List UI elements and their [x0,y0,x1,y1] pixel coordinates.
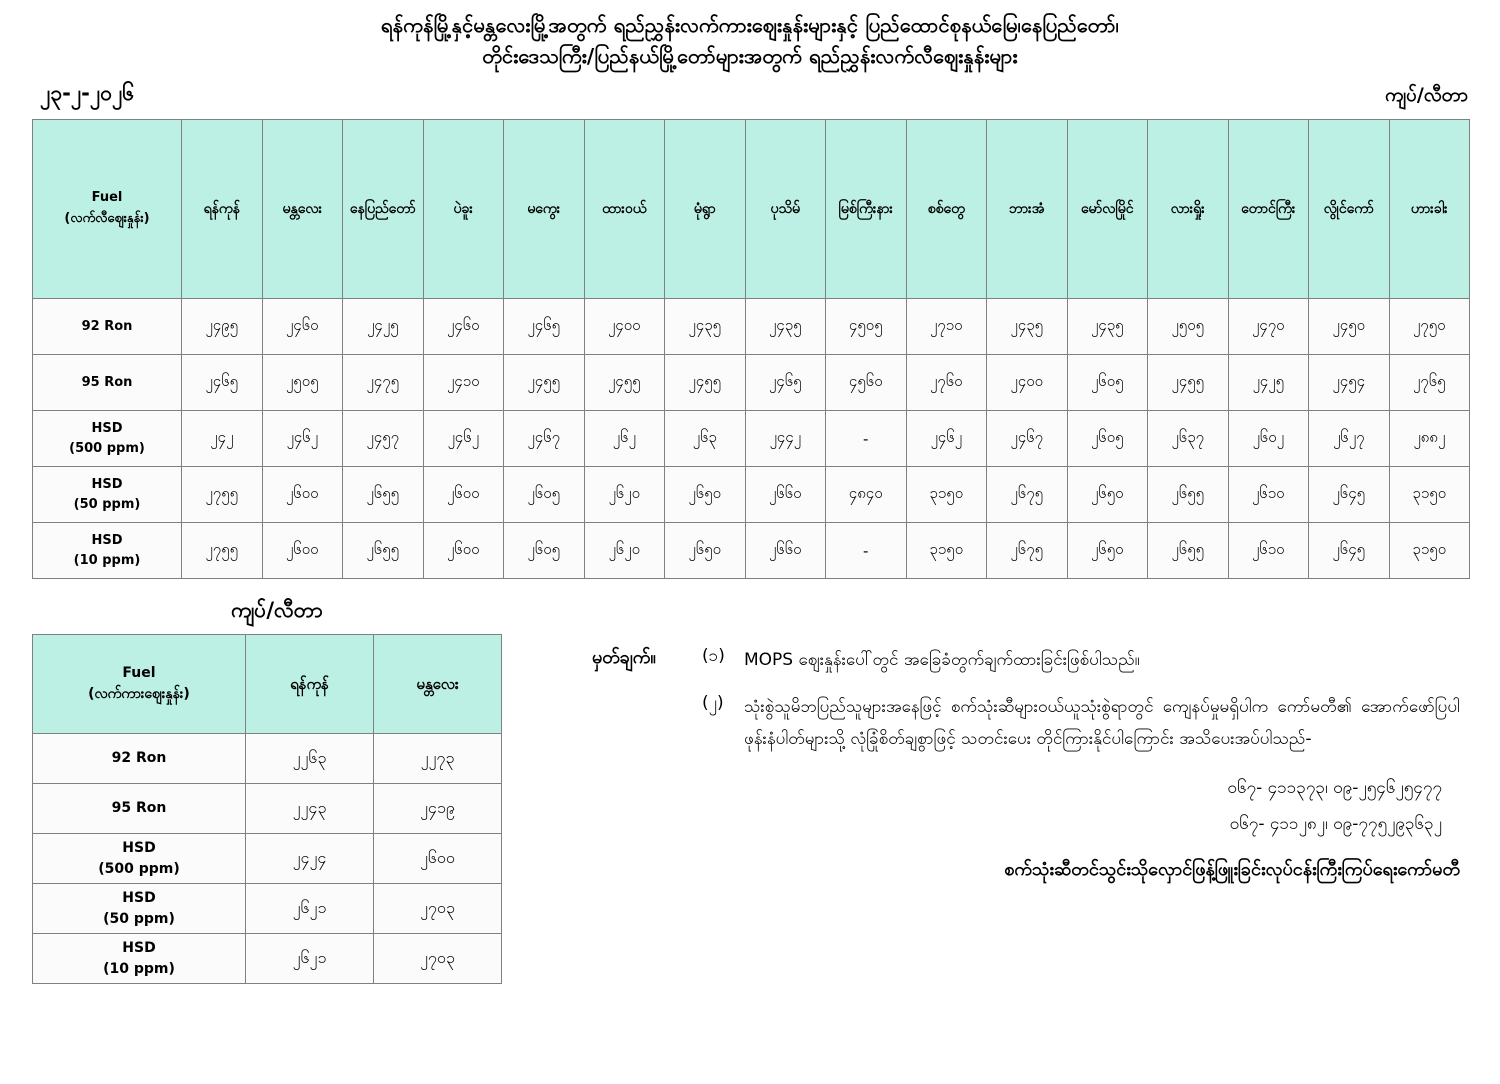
price-cell: ၂၆၆၀ [745,467,826,523]
table-row [33,934,502,984]
price-cell: ၂၆၅၅ [1148,523,1229,579]
price-cell: ၂၅၀၅ [262,355,343,411]
table-row [33,784,502,834]
note-item [592,692,1470,755]
price-cell: ၂၄၀၀ [584,299,665,355]
price-cell: ၂၇၀၃ [374,884,502,934]
column-header-city: လားရှိုး [1148,120,1229,299]
price-cell: ၂၆၁၀ [1228,467,1309,523]
price-cell: ၂၇၀၃ [374,934,502,984]
price-cell: ၂၇၁၀ [906,299,987,355]
row-label-fuel [33,467,182,523]
price-cell: ၂၄၇၀ [1228,299,1309,355]
row-label-line-2: (50 ppm) [103,910,175,927]
price-cell: ၂၄၂၄ [246,834,374,884]
column-header-city: ရန်ကုန် [182,120,263,299]
row-label-fuel [33,784,246,834]
price-cell: ၂၄၆၂ [906,411,987,467]
row-label-fuel [33,934,246,984]
price-cell: ၂၄၁၀ [423,355,504,411]
price-cell: ၂၂၇၃ [374,734,502,784]
price-cell: ၂၆၇၅ [987,523,1068,579]
table-row [33,884,502,934]
price-cell: ၂၄၆၇ [504,411,585,467]
table-row [33,299,1470,355]
price-cell: ၂၄၇၅ [343,355,424,411]
price-cell: ၂၄၅၅ [1148,355,1229,411]
wholesale-price-table [32,634,502,984]
price-cell: ၂၆၂၀ [584,467,665,523]
column-header-city: နေပြည်တော် [343,120,424,299]
row-label-fuel [33,884,246,934]
unit-label-wholesale: ကျပ်/လီတာ [231,598,323,622]
price-cell: ၂၄၂ [182,411,263,467]
price-cell: ၄၅၀၅ [826,299,907,355]
row-label-line-1: 92 Ron [81,318,133,334]
column-header-city: ဟားခါး [1389,120,1470,299]
fuel-header-line-1: Fuel [91,190,123,206]
row-label-line-1: 95 Ron [111,800,167,817]
price-cell: ၂၄၁၉ [374,784,502,834]
table-row [33,834,502,884]
price-cell: ၂၆၅၀ [1067,523,1148,579]
row-label-line-1: HSD [91,421,123,436]
price-cell: ၂၆၀၀ [374,834,502,884]
price-cell: ၂၇၆၀ [906,355,987,411]
price-cell: ၂၇၅၅ [182,467,263,523]
row-label-line-1: HSD [122,840,156,857]
column-header-city: မော်လမြိုင် [1067,120,1148,299]
row-label-fuel [33,734,246,784]
column-header-city: မန္တလေး [374,635,502,734]
price-cell: ၂၆၁၀ [1228,523,1309,579]
note-item [592,645,1470,676]
phone-line: ၀၆၇- ၄၁၁၃၇၃၊ ၀၉-၂၅၄၆၂၅၄၇၇ [1227,778,1442,799]
price-cell: - [826,523,907,579]
price-cell: ၂၄၃၅ [987,299,1068,355]
price-cell: ၂၆၅၅ [1148,467,1229,523]
price-cell: ၂၆၀၅ [504,523,585,579]
column-header-fuel-wholesale [33,635,246,734]
price-cell: ၂၇၆၅ [1389,355,1470,411]
price-cell: ၂၄၆၂ [423,411,504,467]
price-cell: ၂၆၀၂ [1228,411,1309,467]
column-header-city: မန္တလေး [262,120,343,299]
column-header-city: ပုသိမ် [745,120,826,299]
column-header-city: မကွေး [504,120,585,299]
row-label-line-2: (50 ppm) [73,496,141,512]
column-header-city: မုံရွာ [665,120,746,299]
report-date: ၂၃-၂-၂၀၂၆ [40,81,135,105]
retail-price-table-head [33,120,1470,299]
price-cell: ၂၆၂၁ [246,884,374,934]
row-label-line-2: (500 ppm) [69,440,145,456]
column-header-city: ထားဝယ် [584,120,665,299]
row-label-line-2: (500 ppm) [98,860,180,877]
row-label-fuel [33,411,182,467]
price-cell: ၂၄၆၅ [182,355,263,411]
column-header-city: ပဲခူး [423,120,504,299]
row-label-fuel [33,355,182,411]
row-label-line-1: HSD [122,890,156,907]
price-cell: ၂၆၀၀ [262,523,343,579]
price-cell: ၂၄၃၅ [665,299,746,355]
price-cell: ၂၄၆၅ [745,355,826,411]
column-header-city: စစ်တွေ [906,120,987,299]
contact-phones [592,771,1470,842]
column-header-fuel [33,120,182,299]
price-cell: ၂၆၂ [584,411,665,467]
price-cell: ၂၄၅၀ [1309,299,1390,355]
row-label-fuel [33,299,182,355]
row-label-line-1: HSD [91,533,123,548]
note-number: (၂) [702,693,724,714]
price-cell: ၂၆၅၅ [343,523,424,579]
price-cell: ၂၆၂၁ [246,934,374,984]
table-header-row [33,635,502,734]
price-cell: ၄၈၄၀ [826,467,907,523]
price-cell: ၂၄၅၅ [504,355,585,411]
price-cell: ၂၆၅၀ [1067,467,1148,523]
unit-label-main: ကျပ်/လီတာ [1385,84,1468,106]
price-cell: ၃၁၅၀ [1389,523,1470,579]
price-cell: ၂၄၅၅ [665,355,746,411]
price-cell: ၃၁၅၀ [906,523,987,579]
price-cell: ၂၆၅၅ [343,467,424,523]
price-cell: ၄၅၆၀ [826,355,907,411]
price-cell: ၂၄၉၅ [182,299,263,355]
document-title-block [0,0,1500,72]
price-cell: ၂၄၃၅ [1067,299,1148,355]
price-cell: ၂၆၃ [665,411,746,467]
column-header-city: တောင်ကြီး [1228,120,1309,299]
page-title-line-2: တိုင်းဒေသကြီး/ပြည်နယ်မြို့တော်များအတွက် ရည်ညွှန်းလက်လီဈေးနှုန်းများ [482,44,1018,68]
table-row [33,411,1470,467]
price-cell: ၃၁၅၀ [906,467,987,523]
price-cell: ၂၆၀၀ [423,523,504,579]
price-cell: ၂၆၂၀ [584,523,665,579]
price-cell: ၂၅၀၅ [1148,299,1229,355]
row-label-fuel [33,834,246,884]
notes-section [512,597,1470,984]
page-title-line-1: ရန်ကုန်မြို့နှင့်မန္တလေးမြို့အတွက် ရည်ညွှန်းလက်ကားဈေးနှုန်းများနှင့် ပြည်ထောင်စုနယ်မြေ၊နေပြည်တော်၊ [380,13,1120,37]
price-cell: ၂၇၅၅ [182,523,263,579]
price-cell: ၂၄၃၅ [745,299,826,355]
lower-section [0,579,1500,984]
note-text: သုံးစွဲသူမိဘပြည်သူများအနေဖြင့် စက်သုံးဆီများဝယ်ယူသုံးစွဲရာတွင် ကျေနပ်မှုမရှိပါက ကော်မတီ၏ အောက်ဖော်ပြပါဖုန်းနံပါတ်များသို့ လုံခြုံစိတ်ချစွာဖြင့် သတင်းပေး တိုင်ကြားနိုင်ပါကြောင်း အသိပေးအပ်ပါသည်- [744,697,1460,749]
fuel-header-line-2: (လက်လီဈေးနှုန်း) [64,211,150,226]
row-label-line-2: (10 ppm) [73,552,141,568]
row-label-line-1: HSD [122,940,156,957]
price-cell: ၂၄၅၄ [1309,355,1390,411]
note-text: MOPS ဈေးနှုန်းပေါ်တွင် အခြေခံတွက်ချက်ထားခြင်းဖြစ်ပါသည်။ [744,650,1140,670]
price-cell: ၂၆၀၅ [1067,355,1148,411]
row-label-line-1: HSD [91,477,123,492]
price-cell: ၂၄၆၀ [262,299,343,355]
price-cell: ၂၈၈၂ [1389,411,1470,467]
price-cell: ၂၄၄၂ [745,411,826,467]
fuel-header-line-1: Fuel [122,665,156,681]
price-cell: ၂၄၅၇ [343,411,424,467]
price-cell: ၂၂၄၃ [246,784,374,834]
price-cell: ၂၆၀၅ [1067,411,1148,467]
price-cell: ၂၄၆၀ [423,299,504,355]
wholesale-block [32,597,512,984]
price-cell: ၂၆၀၀ [423,467,504,523]
table-row [33,355,1470,411]
wholesale-price-table-head [33,635,502,734]
retail-price-table [32,119,1470,579]
price-cell: ၂၆၀၅ [504,467,585,523]
price-cell: ၂၄၂၅ [1228,355,1309,411]
wholesale-price-table-body [33,734,502,984]
column-header-city: ဘားအံ [987,120,1068,299]
price-cell: ၃၁၅၀ [1389,467,1470,523]
price-cell: ၂၄၂၅ [343,299,424,355]
note-number: (၁) [702,646,725,666]
price-cell: ၂၄၆၇ [987,411,1068,467]
price-cell: ၂၄၅၅ [584,355,665,411]
price-cell: ၂၆၆၀ [745,523,826,579]
price-cell: ၂၆၀၀ [262,467,343,523]
row-label-line-1: 92 Ron [111,750,167,767]
price-cell: ၂၆၇၅ [987,467,1068,523]
table-row [33,467,1470,523]
row-label-fuel [33,523,182,579]
row-label-line-2: (10 ppm) [103,960,175,977]
main-table-wrap [0,111,1500,579]
fuel-header-line-2: (လက်ကားဈေးနှုန်း) [88,686,190,702]
retail-price-table-body [33,299,1470,579]
price-cell: ၂၆၅၀ [665,467,746,523]
row-label-line-1: 95 Ron [81,374,133,390]
price-cell: - [826,411,907,467]
table-row [33,523,1470,579]
price-cell: ၂၇၅၀ [1389,299,1470,355]
price-cell: ၂၄၆၅ [504,299,585,355]
issuing-organization: စက်သုံးဆီတင်သွင်းသိုလှောင်ဖြန့်ဖြူးခြင်းလုပ်ငန်းကြီးကြပ်ရေးကော်မတီ [1004,858,1460,880]
column-header-city: မြစ်ကြီးနား [826,120,907,299]
meta-row [0,72,1500,111]
price-cell: ၂၆၅၀ [665,523,746,579]
notes-label: မှတ်ချက်။ [592,647,656,668]
price-cell: ၂၆၄၅ [1309,523,1390,579]
phone-line: ၀၆၇- ၄၁၁၂၈၂၊ ၀၉-၇၇၅၂၉၃၆၃၂ [1229,814,1442,834]
table-header-row [33,120,1470,299]
column-header-city: လွိုင်ကော် [1309,120,1390,299]
price-cell: ၂၆၂၇ [1309,411,1390,467]
price-cell: ၂၄၀၀ [987,355,1068,411]
table-row [33,734,502,784]
price-cell: ၂၂၆၃ [246,734,374,784]
column-header-city: ရန်ကုန် [246,635,374,734]
price-cell: ၂၆၄၅ [1309,467,1390,523]
price-cell: ၂၄၆၂ [262,411,343,467]
price-cell: ၂၆၃၇ [1148,411,1229,467]
